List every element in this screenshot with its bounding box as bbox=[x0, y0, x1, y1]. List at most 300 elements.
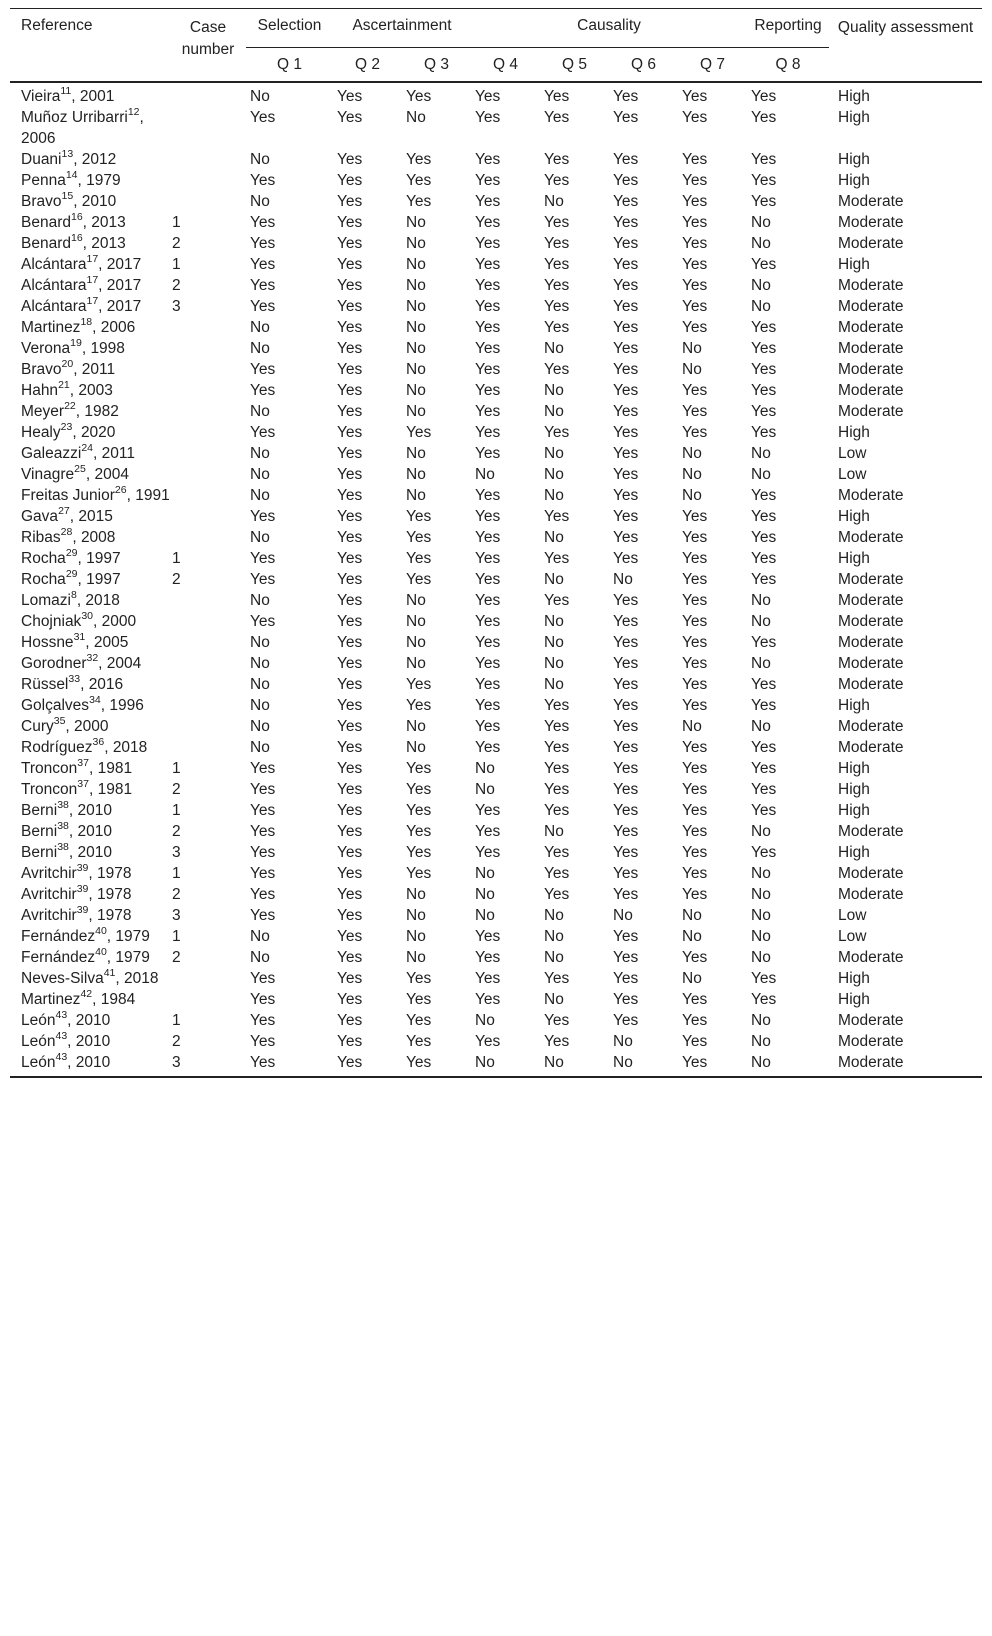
publication-year: , 1991 bbox=[126, 487, 170, 504]
answer-cell-q3: Yes bbox=[406, 193, 432, 210]
answer-cell-q4: No bbox=[475, 1012, 495, 1029]
answer-cell-q7: Yes bbox=[682, 319, 708, 336]
answer-cell-q8: Yes bbox=[751, 991, 777, 1008]
answer-cell-q5: Yes bbox=[544, 550, 570, 567]
answer-cell-q7: Yes bbox=[682, 592, 708, 609]
answer-cell-q8: No bbox=[751, 277, 771, 294]
author-name: Alcántara bbox=[21, 277, 87, 294]
answer-cell-q8: Yes bbox=[751, 760, 777, 777]
answer-cell-q3: No bbox=[406, 613, 426, 630]
table-row bbox=[10, 506, 982, 527]
citation-number: 19 bbox=[70, 336, 82, 349]
answer-cell-q6: Yes bbox=[613, 466, 639, 483]
question-header: Q 7 bbox=[700, 55, 725, 73]
reference-cell bbox=[10, 506, 170, 527]
answer-cell-q8: No bbox=[751, 823, 771, 840]
table-row bbox=[10, 989, 982, 1010]
case-number-cell bbox=[170, 527, 246, 548]
answer-cell-q4: Yes bbox=[475, 1033, 501, 1050]
answer-cell-q7: Yes bbox=[682, 886, 708, 903]
author-name: Avritchir bbox=[21, 865, 77, 882]
publication-year: , 1984 bbox=[92, 991, 136, 1008]
case-number-cell: 1 bbox=[172, 214, 181, 231]
quality-cell: Moderate bbox=[838, 718, 904, 735]
answer-cell-q5: No bbox=[544, 466, 564, 483]
answer-cell-q1: No bbox=[250, 487, 270, 504]
quality-cell: Moderate bbox=[838, 886, 904, 903]
quality-cell: Low bbox=[838, 928, 867, 945]
publication-year: , 2010 bbox=[73, 193, 117, 210]
answer-cell-q1: No bbox=[250, 340, 270, 357]
answer-cell-q2: Yes bbox=[337, 1054, 363, 1071]
citation-number: 43 bbox=[55, 1008, 68, 1021]
table-row bbox=[10, 1031, 982, 1052]
reference-cell bbox=[10, 422, 170, 443]
table-row bbox=[10, 527, 982, 548]
answer-cell-q1: Yes bbox=[250, 550, 276, 567]
answer-cell-q7: Yes bbox=[682, 844, 708, 861]
answer-cell-q3: No bbox=[406, 949, 426, 966]
table-row bbox=[10, 254, 982, 275]
answer-cell-q1: No bbox=[250, 319, 270, 336]
table-row bbox=[10, 863, 982, 884]
answer-cell-q7: Yes bbox=[682, 697, 708, 714]
answer-cell-q8: Yes bbox=[751, 193, 777, 210]
answer-cell-q2: Yes bbox=[337, 508, 363, 525]
reference-cell bbox=[10, 275, 170, 296]
answer-cell-q7: No bbox=[682, 361, 702, 378]
answer-cell-q7: Yes bbox=[682, 298, 708, 315]
publication-year: , 2012 bbox=[73, 151, 117, 168]
author-name: Healy bbox=[21, 424, 61, 441]
table-row bbox=[10, 674, 982, 695]
answer-cell-q7: Yes bbox=[682, 256, 708, 273]
answer-cell-q2: Yes bbox=[337, 151, 363, 168]
answer-cell-q8: No bbox=[751, 298, 771, 315]
citation-number: 37 bbox=[77, 756, 89, 769]
publication-year: , 2018 bbox=[115, 970, 159, 987]
author-name: Bravo bbox=[21, 193, 62, 210]
author-name: Troncon bbox=[21, 781, 78, 798]
answer-cell-q3: No bbox=[406, 340, 426, 357]
answer-cell-q2: Yes bbox=[337, 865, 363, 882]
author-name: Rocha bbox=[21, 550, 66, 567]
answer-cell-q6: Yes bbox=[613, 172, 639, 189]
quality-cell: High bbox=[838, 256, 870, 273]
answer-cell-q3: Yes bbox=[406, 844, 432, 861]
quality-cell: Moderate bbox=[838, 1054, 904, 1071]
answer-cell-q1: No bbox=[250, 697, 270, 714]
author-name: Troncon bbox=[21, 760, 78, 777]
answer-cell-q3: Yes bbox=[406, 781, 432, 798]
citation-number: 24 bbox=[81, 441, 93, 454]
answer-cell-q6: Yes bbox=[613, 760, 639, 777]
answer-cell-q2: Yes bbox=[337, 214, 363, 231]
answer-cell-q4: Yes bbox=[475, 529, 501, 546]
answer-cell-q2: Yes bbox=[337, 256, 363, 273]
quality-cell: Moderate bbox=[838, 235, 904, 252]
publication-year: , 2013 bbox=[82, 214, 126, 231]
answer-cell-q6: Yes bbox=[613, 844, 639, 861]
answer-cell-q7: Yes bbox=[682, 991, 708, 1008]
answer-cell-q4: Yes bbox=[475, 424, 501, 441]
answer-cell-q1: Yes bbox=[250, 235, 276, 252]
answer-cell-q5: No bbox=[544, 907, 564, 924]
quality-cell: Moderate bbox=[838, 403, 904, 420]
answer-cell-q1: No bbox=[250, 739, 270, 756]
answer-cell-q8: No bbox=[751, 865, 771, 882]
answer-cell-q6: Yes bbox=[613, 550, 639, 567]
publication-year: , 2020 bbox=[72, 424, 116, 441]
answer-cell-q5: Yes bbox=[544, 508, 570, 525]
quality-cell: Moderate bbox=[838, 214, 904, 231]
answer-cell-q2: Yes bbox=[337, 634, 363, 651]
quality-cell: High bbox=[838, 697, 870, 714]
publication-year: , 1981 bbox=[88, 760, 133, 777]
case-number-cell: 1 bbox=[172, 550, 181, 567]
answer-cell-q1: Yes bbox=[250, 256, 276, 273]
author-name: Berni bbox=[21, 823, 58, 840]
quality-cell: High bbox=[838, 550, 870, 567]
table-row bbox=[10, 968, 982, 989]
answer-cell-q6: Yes bbox=[613, 697, 639, 714]
answer-cell-q4: Yes bbox=[475, 382, 501, 399]
answer-cell-q8: No bbox=[751, 886, 771, 903]
publication-year: , 2017 bbox=[98, 256, 142, 273]
answer-cell-q8: No bbox=[751, 655, 771, 672]
publication-year: , 2001 bbox=[71, 88, 115, 105]
answer-cell-q6: Yes bbox=[613, 613, 639, 630]
reference-cell bbox=[10, 212, 170, 233]
citation-number: 8 bbox=[70, 588, 77, 601]
answer-cell-q7: No bbox=[682, 340, 702, 357]
citation-number: 39 bbox=[76, 903, 89, 916]
quality-cell: High bbox=[838, 151, 870, 168]
answer-cell-q6: Yes bbox=[613, 256, 639, 273]
case-number-cell bbox=[170, 653, 246, 674]
reference-cell bbox=[10, 947, 170, 968]
answer-cell-q5: Yes bbox=[544, 718, 570, 735]
answer-cell-q3: Yes bbox=[406, 1012, 432, 1029]
answer-cell-q4: Yes bbox=[475, 970, 501, 987]
answer-cell-q4: No bbox=[475, 466, 495, 483]
author-name: Alcántara bbox=[21, 256, 87, 273]
answer-cell-q6: Yes bbox=[613, 445, 639, 462]
reference-cell bbox=[10, 548, 170, 569]
case-number-cell bbox=[170, 716, 246, 737]
answer-cell-q5: No bbox=[544, 193, 564, 210]
case-number-cell: 2 bbox=[172, 277, 181, 294]
table-row bbox=[10, 1052, 982, 1077]
author-name: Vieira bbox=[21, 88, 61, 105]
answer-cell-q4: Yes bbox=[475, 655, 501, 672]
answer-cell-q6: Yes bbox=[613, 802, 639, 819]
author-name: Muñoz Urribarri bbox=[21, 109, 128, 126]
answer-cell-q2: Yes bbox=[337, 340, 363, 357]
case-number-cell: 2 bbox=[172, 886, 181, 903]
author-name: Hossne bbox=[21, 634, 74, 651]
citation-number: 17 bbox=[86, 294, 99, 307]
citation-number: 28 bbox=[60, 525, 73, 538]
answer-cell-q8: Yes bbox=[751, 571, 777, 588]
answer-cell-q7: Yes bbox=[682, 1012, 708, 1029]
answer-cell-q1: No bbox=[250, 928, 270, 945]
case-number-cell bbox=[170, 632, 246, 653]
citation-number: 23 bbox=[60, 420, 73, 433]
answer-cell-q4: Yes bbox=[475, 592, 501, 609]
reference-header: Reference bbox=[21, 17, 93, 34]
answer-cell-q2: Yes bbox=[337, 109, 363, 126]
answer-cell-q8: Yes bbox=[751, 697, 777, 714]
answer-cell-q5: No bbox=[544, 487, 564, 504]
answer-cell-q7: No bbox=[682, 970, 702, 987]
table-row bbox=[10, 191, 982, 212]
author-name: Rodríguez bbox=[21, 739, 93, 756]
answer-cell-q2: Yes bbox=[337, 676, 363, 693]
reference-cell bbox=[10, 989, 170, 1010]
answer-cell-q8: Yes bbox=[751, 319, 777, 336]
quality-cell: Moderate bbox=[838, 1012, 904, 1029]
answer-cell-q7: Yes bbox=[682, 802, 708, 819]
publication-year: , 2008 bbox=[72, 529, 116, 546]
answer-cell-q6: Yes bbox=[613, 361, 639, 378]
answer-cell-q1: No bbox=[250, 403, 270, 420]
quality-cell: High bbox=[838, 88, 870, 105]
answer-cell-q3: No bbox=[406, 655, 426, 672]
answer-cell-q5: No bbox=[544, 571, 564, 588]
answer-cell-q1: Yes bbox=[250, 571, 276, 588]
answer-cell-q1: Yes bbox=[250, 613, 276, 630]
answer-cell-q2: Yes bbox=[337, 361, 363, 378]
case-number-cell: 3 bbox=[172, 844, 181, 861]
table-row bbox=[10, 233, 982, 254]
reference-cell bbox=[10, 485, 170, 506]
reference-cell bbox=[10, 1031, 170, 1052]
author-name: Rüssel bbox=[21, 676, 69, 693]
author-name: Meyer bbox=[21, 403, 65, 420]
answer-cell-q3: Yes bbox=[406, 529, 432, 546]
answer-cell-q5: Yes bbox=[544, 844, 570, 861]
answer-cell-q7: No bbox=[682, 466, 702, 483]
author-name: Hahn bbox=[21, 382, 59, 399]
citation-number: 18 bbox=[80, 315, 93, 328]
answer-cell-q2: Yes bbox=[337, 844, 363, 861]
answer-cell-q1: Yes bbox=[250, 823, 276, 840]
answer-cell-q5: No bbox=[544, 403, 564, 420]
case-number-cell: 2 bbox=[172, 235, 181, 252]
answer-cell-q2: Yes bbox=[337, 193, 363, 210]
publication-year: , 2004 bbox=[98, 655, 142, 672]
answer-cell-q2: Yes bbox=[337, 403, 363, 420]
answer-cell-q3: No bbox=[406, 466, 426, 483]
answer-cell-q3: No bbox=[406, 382, 426, 399]
case-number-cell bbox=[170, 359, 246, 380]
answer-cell-q8: Yes bbox=[751, 88, 777, 105]
answer-cell-q5: No bbox=[544, 634, 564, 651]
reference-cell bbox=[10, 527, 170, 548]
reference-cell bbox=[10, 191, 170, 212]
publication-year: , 2010 bbox=[67, 1054, 111, 1071]
case-number-cell bbox=[170, 443, 246, 464]
author-name: Martinez bbox=[21, 319, 81, 336]
table-row bbox=[10, 884, 982, 905]
answer-cell-q8: Yes bbox=[751, 529, 777, 546]
answer-cell-q3: No bbox=[406, 256, 426, 273]
publication-year: , 2018 bbox=[76, 592, 120, 609]
reference-cell bbox=[10, 758, 170, 779]
answer-cell-q2: Yes bbox=[337, 172, 363, 189]
answer-cell-q6: Yes bbox=[613, 508, 639, 525]
author-name: Bravo bbox=[21, 361, 62, 378]
case-number-cell bbox=[170, 401, 246, 422]
quality-assessment-table bbox=[10, 8, 982, 1078]
answer-cell-q5: No bbox=[544, 823, 564, 840]
publication-year: , 2010 bbox=[67, 1033, 111, 1050]
answer-cell-q2: Yes bbox=[337, 697, 363, 714]
citation-number: 32 bbox=[86, 651, 99, 664]
citation-number: 39 bbox=[76, 861, 89, 874]
answer-cell-q1: No bbox=[250, 676, 270, 693]
answer-cell-q1: Yes bbox=[250, 361, 276, 378]
answer-cell-q7: No bbox=[682, 718, 702, 735]
answer-cell-q6: Yes bbox=[613, 823, 639, 840]
author-name: Fernández bbox=[21, 928, 96, 945]
answer-cell-q1: Yes bbox=[250, 172, 276, 189]
answer-cell-q3: No bbox=[406, 235, 426, 252]
reference-cell bbox=[10, 737, 170, 758]
answer-cell-q3: No bbox=[406, 109, 426, 126]
case-number-cell: 2 bbox=[172, 571, 181, 588]
answer-cell-q6: Yes bbox=[613, 676, 639, 693]
answer-cell-q2: Yes bbox=[337, 823, 363, 840]
answer-cell-q6: Yes bbox=[613, 886, 639, 903]
quality-cell: Moderate bbox=[838, 361, 904, 378]
answer-cell-q7: Yes bbox=[682, 1033, 708, 1050]
answer-cell-q3: No bbox=[406, 277, 426, 294]
answer-cell-q5: No bbox=[544, 445, 564, 462]
answer-cell-q4: Yes bbox=[475, 214, 501, 231]
citation-number: 35 bbox=[53, 714, 66, 727]
answer-cell-q4: Yes bbox=[475, 298, 501, 315]
answer-cell-q6: Yes bbox=[613, 151, 639, 168]
answer-cell-q6: No bbox=[613, 571, 633, 588]
answer-cell-q3: Yes bbox=[406, 1054, 432, 1071]
case-number-cell bbox=[170, 338, 246, 359]
answer-cell-q8: Yes bbox=[751, 634, 777, 651]
question-header: Q 4 bbox=[493, 55, 518, 73]
answer-cell-q3: Yes bbox=[406, 760, 432, 777]
citation-number: 43 bbox=[55, 1050, 68, 1063]
answer-cell-q3: Yes bbox=[406, 508, 432, 525]
answer-cell-q2: Yes bbox=[337, 802, 363, 819]
case-number-cell bbox=[170, 317, 246, 338]
author-name: Chojniak bbox=[21, 613, 82, 630]
answer-cell-q8: Yes bbox=[751, 844, 777, 861]
answer-cell-q1: Yes bbox=[250, 1012, 276, 1029]
citation-number: 38 bbox=[57, 798, 69, 811]
answer-cell-q5: Yes bbox=[544, 277, 570, 294]
answer-cell-q1: Yes bbox=[250, 1033, 276, 1050]
answer-cell-q4: Yes bbox=[475, 403, 501, 420]
answer-cell-q3: No bbox=[406, 445, 426, 462]
answer-cell-q3: Yes bbox=[406, 424, 432, 441]
answer-cell-q3: No bbox=[406, 718, 426, 735]
case-number-cell: 2 bbox=[172, 823, 181, 840]
answer-cell-q8: Yes bbox=[751, 256, 777, 273]
answer-cell-q7: Yes bbox=[682, 760, 708, 777]
author-name: Golçalves bbox=[21, 697, 90, 714]
answer-cell-q4: Yes bbox=[475, 508, 501, 525]
answer-cell-q2: Yes bbox=[337, 739, 363, 756]
answer-cell-q2: Yes bbox=[337, 970, 363, 987]
answer-cell-q7: Yes bbox=[682, 277, 708, 294]
author-name: Gava bbox=[21, 508, 59, 525]
publication-year: , 1978 bbox=[88, 907, 132, 924]
reference-cell bbox=[10, 464, 170, 485]
reference-cell bbox=[10, 149, 170, 170]
quality-cell: Moderate bbox=[838, 529, 904, 546]
answer-cell-q8: Yes bbox=[751, 781, 777, 798]
quality-cell: High bbox=[838, 172, 870, 189]
answer-cell-q7: Yes bbox=[682, 823, 708, 840]
answer-cell-q1: No bbox=[250, 151, 270, 168]
citation-number: 38 bbox=[57, 819, 69, 832]
reference-cell bbox=[10, 443, 170, 464]
answer-cell-q1: No bbox=[250, 592, 270, 609]
answer-cell-q4: Yes bbox=[475, 109, 501, 126]
answer-cell-q7: Yes bbox=[682, 676, 708, 693]
answer-cell-q4: Yes bbox=[475, 319, 501, 336]
author-name: León bbox=[21, 1054, 56, 1071]
table-row bbox=[10, 380, 982, 401]
answer-cell-q5: No bbox=[544, 928, 564, 945]
quality-cell: Moderate bbox=[838, 571, 904, 588]
table-row bbox=[10, 926, 982, 947]
answer-cell-q8: Yes bbox=[751, 403, 777, 420]
answer-cell-q2: Yes bbox=[337, 655, 363, 672]
answer-cell-q7: Yes bbox=[682, 949, 708, 966]
citation-number: 15 bbox=[61, 189, 74, 202]
answer-cell-q2: Yes bbox=[337, 592, 363, 609]
question-header: Q 5 bbox=[562, 55, 587, 73]
answer-cell-q5: Yes bbox=[544, 319, 570, 336]
answer-cell-q2: Yes bbox=[337, 424, 363, 441]
table-row bbox=[10, 317, 982, 338]
table-row bbox=[10, 716, 982, 737]
answer-cell-q5: Yes bbox=[544, 697, 570, 714]
answer-cell-q2: Yes bbox=[337, 235, 363, 252]
answer-cell-q8: Yes bbox=[751, 109, 777, 126]
publication-year: , 1978 bbox=[88, 865, 132, 882]
answer-cell-q6: Yes bbox=[613, 781, 639, 798]
answer-cell-q1: Yes bbox=[250, 991, 276, 1008]
answer-cell-q1: Yes bbox=[250, 781, 276, 798]
publication-year: , 2018 bbox=[104, 739, 148, 756]
answer-cell-q7: Yes bbox=[682, 529, 708, 546]
citation-number: 12 bbox=[127, 105, 140, 118]
reference-cell bbox=[10, 884, 170, 905]
table-row bbox=[10, 758, 982, 779]
quality-assessment-header: Quality assessment bbox=[837, 19, 974, 36]
author-name: Gorodner bbox=[21, 655, 87, 672]
answer-cell-q8: Yes bbox=[751, 151, 777, 168]
answer-cell-q4: Yes bbox=[475, 445, 501, 462]
answer-cell-q7: Yes bbox=[682, 172, 708, 189]
answer-cell-q7: Yes bbox=[682, 655, 708, 672]
answer-cell-q8: Yes bbox=[751, 382, 777, 399]
citation-number: 16 bbox=[70, 210, 83, 223]
answer-cell-q6: Yes bbox=[613, 487, 639, 504]
